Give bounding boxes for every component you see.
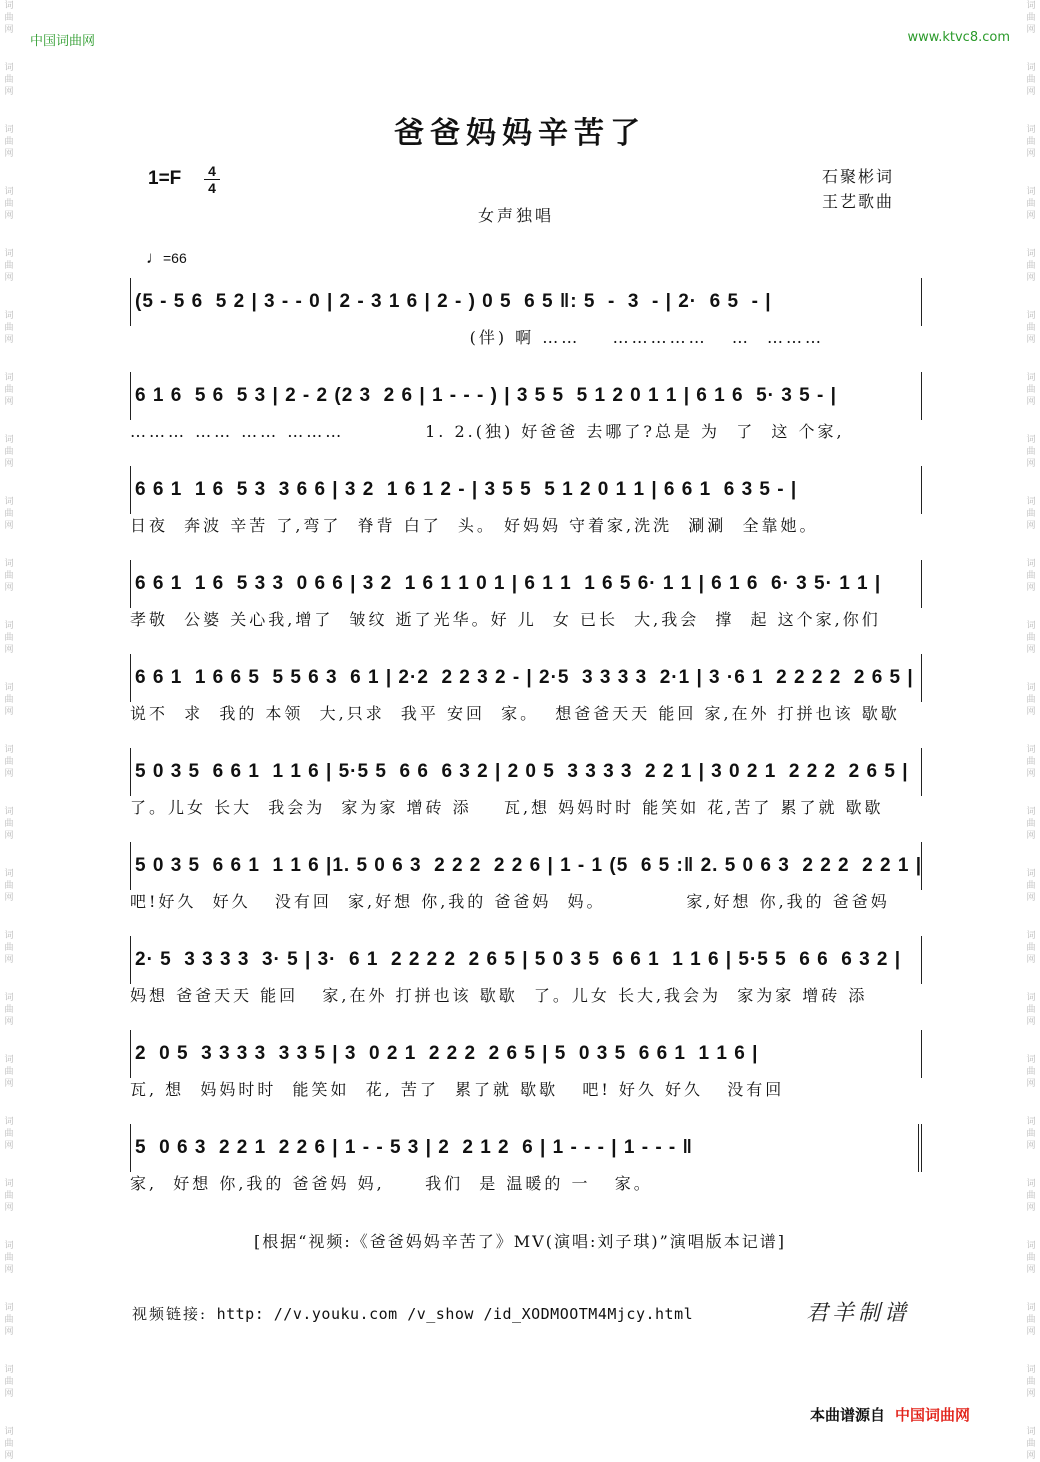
watermark-text: 词 曲 网 [4, 559, 14, 593]
watermark-text: 词 曲 网 [4, 125, 14, 159]
watermark-text: 词 曲 网 [1026, 931, 1036, 965]
watermark-text: 词 曲 网 [1026, 1365, 1036, 1399]
watermark-text: 词 曲 网 [4, 1241, 14, 1275]
watermark-text: 词 曲 网 [1026, 63, 1036, 97]
lyric-line: (伴) 啊 …… …………… … ……… [130, 328, 825, 347]
watermark-text: 词 曲 网 [1026, 745, 1036, 779]
watermark-text: 词 曲 网 [1026, 311, 1036, 345]
watermark-text: 词 曲 网 [4, 1117, 14, 1151]
watermark-text: 词 曲 网 [4, 249, 14, 283]
video-link [132, 1303, 693, 1324]
watermark-text: 词 曲 网 [4, 683, 14, 717]
system-4 [130, 560, 922, 654]
system-6 [130, 748, 922, 842]
watermark-text: 词 曲 网 [4, 373, 14, 407]
watermark-text: 词 曲 网 [4, 869, 14, 903]
watermark-text: 词 曲 网 [4, 63, 14, 97]
score [130, 278, 922, 1218]
watermark-text: 词 曲 网 [1026, 807, 1036, 841]
watermark-text: 词 曲 网 [1026, 683, 1036, 717]
composer: 王艺歌曲 [822, 192, 895, 211]
watermark-text: 词 曲 网 [1026, 1117, 1036, 1151]
notation-line: (5 - 5 6 5 2 | 3 - - 0 | 2 - 3 1 6 | 2 - ) 0 5 6 5 ‖: 5 - 3 - | 2· 6 5 - | [130, 278, 922, 326]
system-8 [130, 936, 922, 1030]
system-1 [130, 278, 922, 372]
watermark-text: 词 曲 网 [4, 1, 14, 35]
watermark-text: 词 曲 网 [4, 1055, 14, 1089]
system-3 [130, 466, 922, 560]
watermark-text: 词 曲 网 [1026, 435, 1036, 469]
time-signature [204, 164, 220, 195]
watermark-text: 词 曲 网 [4, 807, 14, 841]
lyric-line: 了。儿女 长大 我会为 家为家 增砖 添 瓦,想 妈妈时时 能笑如 花,苦了 累了就 歇歇 [130, 798, 884, 817]
video-url[interactable]: http: //v.youku.com /v_show /id_XODMOOTM4Mjcy.html [216, 1305, 694, 1323]
watermark-text: 词 曲 网 [4, 745, 14, 779]
lyricist: 石聚彬词 [822, 167, 895, 186]
watermark-text: 词 曲 网 [1026, 993, 1036, 1027]
watermark-text: 词 曲 网 [4, 993, 14, 1027]
system-7 [130, 842, 922, 936]
system-5 [130, 654, 922, 748]
time-signature-bottom: 4 [208, 180, 216, 196]
lyric-line: ……… …… …… ……… 1. 2.(独) 好爸爸 去哪了?总是 为 了 这 个家, [130, 422, 845, 441]
watermark-text: 词 曲 网 [1026, 1055, 1036, 1089]
tempo-value: =66 [163, 250, 187, 266]
watermark-text: 词 曲 网 [4, 497, 14, 531]
watermark-text: 词 曲 网 [4, 621, 14, 655]
song-title: 爸爸妈妈辛苦了 [394, 116, 646, 151]
watermark-text: 词 曲 网 [1026, 1, 1036, 35]
watermark-text: 词 曲 网 [4, 1179, 14, 1213]
site-name-link[interactable]: 中国词曲网 [30, 34, 96, 49]
site-url-link[interactable]: www.ktvc8.com [907, 30, 1010, 45]
lyric-line: 家, 好想 你,我的 爸爸妈 妈, 我们 是 温暖的 一 家。 [130, 1174, 653, 1193]
notation-line: 6 1 6 5 6 5 3 | 2 - 2 (2 3 2 6 | 1 - - - ) | 3 5 5 5 1 2 0 1 1 | 6 1 6 5· 3 5 - | [130, 372, 922, 420]
system-9 [130, 1030, 922, 1124]
watermark-text: 词 曲 网 [4, 1303, 14, 1337]
source-brand-link[interactable]: 中国词曲网 [895, 1406, 971, 1424]
watermark-text: 词 曲 网 [1026, 249, 1036, 283]
video-link-label: 视频链接: [132, 1305, 208, 1323]
watermark-text: 词 曲 网 [4, 1365, 14, 1399]
watermark-text: 词 曲 网 [4, 311, 14, 345]
watermark-text: 词 曲 网 [1026, 1179, 1036, 1213]
watermark-text: 词 曲 网 [1026, 187, 1036, 221]
watermark-text: 词 曲 网 [1026, 373, 1036, 407]
watermark-text: 词 曲 网 [1026, 1427, 1036, 1461]
transcription-source-note: [根据“视频:《爸爸妈妈辛苦了》MV(演唱:刘子琪)”演唱版本记谱] [253, 1232, 787, 1251]
watermark-text: 词 曲 网 [1026, 125, 1036, 159]
lyric-line: 瓦, 想 妈妈时时 能笑如 花, 苦了 累了就 歇歇 吧! 好久 好久 没有回 [130, 1080, 785, 1099]
watermark-text: 词 曲 网 [1026, 1303, 1036, 1337]
tempo-marking [146, 248, 187, 268]
watermark-text: 词 曲 网 [4, 187, 14, 221]
notation-line: 2 0 5 3 3 3 3 3 3 5 | 3 0 2 1 2 2 2 2 6 5 | 5 0 3 5 6 6 1 1 1 6 | [130, 1030, 922, 1078]
watermark-text: 词 曲 网 [1026, 869, 1036, 903]
notation-line: 6 6 1 1 6 5 3 3 0 6 6 | 3 2 1 6 1 1 0 1 | 6 1 1 1 6 5 6· 1 1 | 6 1 6 6· 3 5· 1 1 | [130, 560, 922, 608]
watermark-text: 词 曲 网 [4, 435, 14, 469]
watermark-text: 词 曲 网 [1026, 621, 1036, 655]
notation-line: 2· 5 3 3 3 3 3· 5 | 3· 6 1 2 2 2 2 2 6 5 | 5 0 3 5 6 6 1 1 1 6 | 5·5 5 6 6 6 3 2 | [130, 936, 922, 984]
notation-line: 5 0 3 5 6 6 1 1 1 6 | 5·5 5 6 6 6 3 2 | 2 0 5 3 3 3 3 2 2 1 | 3 0 2 1 2 2 2 2 6 5 | [130, 748, 922, 796]
source-credit-label: 本曲谱源自 [810, 1406, 886, 1424]
watermark-text: 词 曲 网 [4, 1427, 14, 1461]
notation-line: 5 0 3 5 6 6 1 1 1 6 |1. 5 0 6 3 2 2 2 2 2 6 | 1 - 1 (5 6 5 :‖ 2. 5 0 6 3 2 2 2 2 2 1 | [130, 842, 922, 890]
watermark-text: 词 曲 网 [1026, 1241, 1036, 1275]
source-credit [810, 1404, 970, 1425]
lyric-line: 孝敬 公婆 关心我,增了 皱纹 逝了光华。好 儿 女 已长 大,我会 撑 起 这个家,你们 [130, 610, 881, 629]
notation-line: 6 6 1 1 6 5 3 3 6 6 | 3 2 1 6 1 2 - | 3 5 5 5 1 2 0 1 1 | 6 6 1 6 3 5 - | [130, 466, 922, 514]
watermark-text: 词 曲 网 [4, 931, 14, 965]
credits [822, 164, 894, 214]
quarter-note-icon: ♩ [146, 248, 163, 267]
notation-line: 6 6 1 1 6 6 5 5 5 6 3 6 1 | 2·2 2 2 3 2 - | 2·5 3 3 3 3 2·1 | 3 ·6 1 2 2 2 2 2 6 5 | [130, 654, 922, 702]
system-2 [130, 372, 922, 466]
performance-type: 女声独唱 [478, 206, 555, 225]
watermark-text: 词 曲 网 [1026, 559, 1036, 593]
lyric-line: 妈想 爸爸天天 能回 家,在外 打拼也该 歇歇 了。儿女 长大,我会为 家为家 增砖 添 [130, 986, 868, 1005]
notation-line: 5 0 6 3 2 2 1 2 2 6 | 1 - - 5 3 | 2 2 1 2 6 | 1 - - - | 1 - - - ‖ [130, 1124, 922, 1172]
transcriber-signature: 君羊制谱 [806, 1301, 911, 1326]
lyric-line: 日夜 奔波 辛苦 了,弯了 脊背 白了 头。 好妈妈 守着家,洗洗 涮涮 全靠她。 [130, 516, 819, 535]
lyric-line: 说不 求 我的 本领 大,只求 我平 安回 家。 想爸爸天天 能回 家,在外 打拼也该 歇歇 [130, 704, 900, 723]
lyric-line: 吧!好久 好久 没有回 家,好想 你,我的 爸爸妈 妈。 家,好想 你,我的 爸爸妈 [130, 892, 890, 911]
key-signature: 1=F [148, 168, 182, 189]
time-signature-top: 4 [208, 163, 216, 179]
system-10 [130, 1124, 922, 1218]
watermark-text: 词 曲 网 [1026, 497, 1036, 531]
